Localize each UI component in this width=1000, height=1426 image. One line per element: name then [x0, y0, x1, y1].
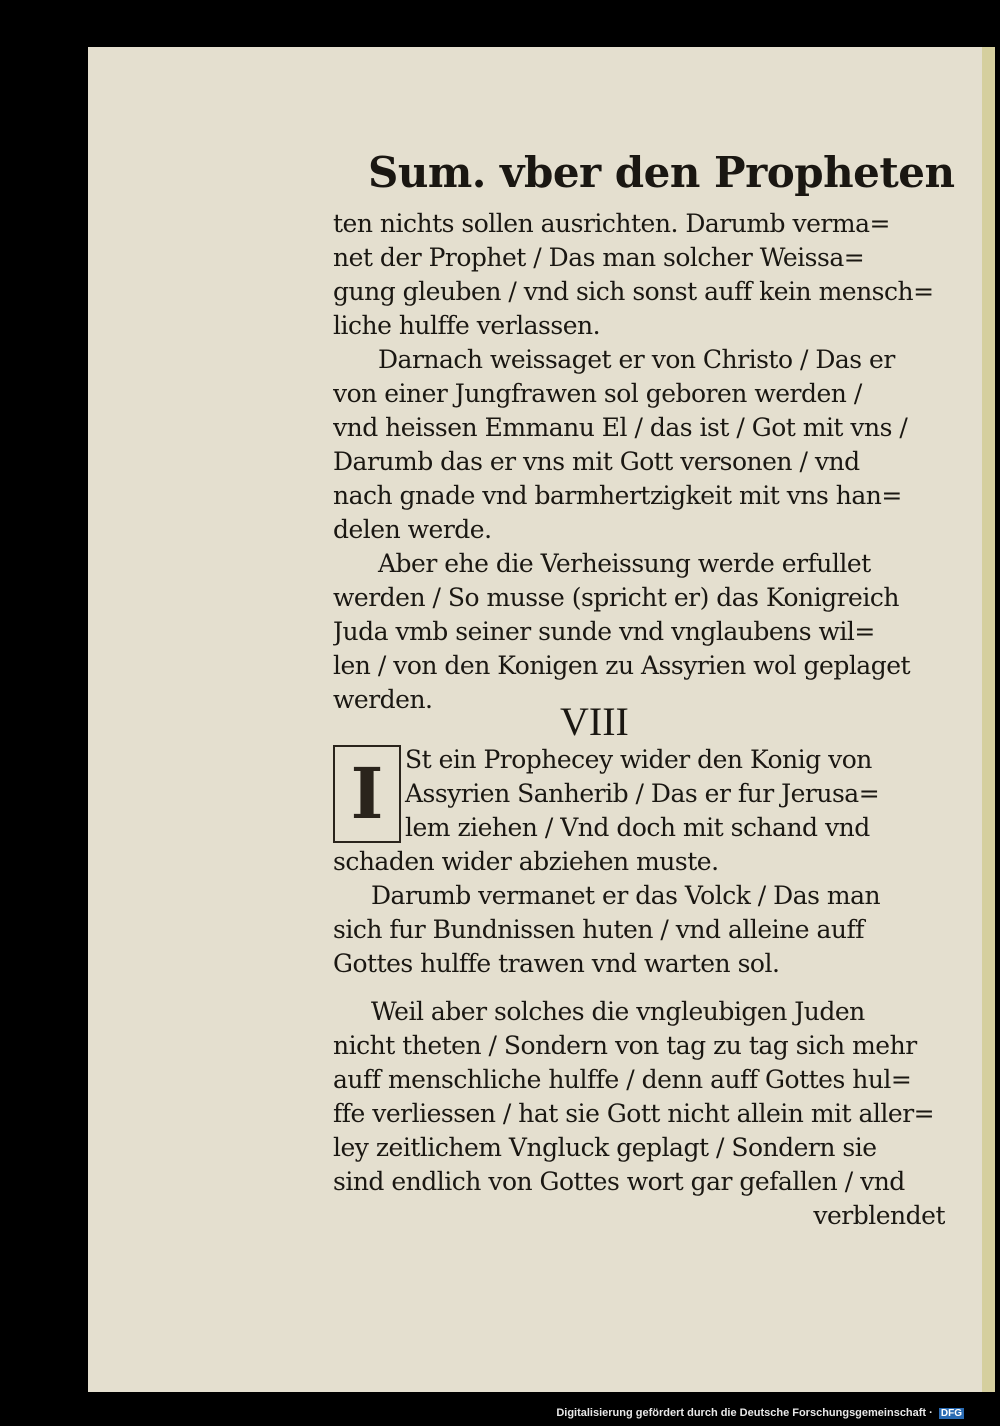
text-line: net der Prophet / Das man solcher Weissa= — [333, 243, 865, 272]
text-block-1 — [333, 207, 945, 717]
decorated-initial: I — [333, 745, 401, 843]
text-line: Darnach weissaget er von Christo / Das er — [378, 345, 895, 374]
text-line: ffe verliessen / hat sie Gott nicht allein mit aller= — [333, 1099, 935, 1128]
text-line: Weil aber solches die vngleubigen Juden — [371, 997, 865, 1026]
footer-credit — [556, 1407, 964, 1419]
footer-text: Digitalisierung gefördert durch die Deutsche Forschungsgemeinschaft · — [556, 1407, 933, 1419]
text-line: ten nichts sollen ausrichten. Darumb verma= — [333, 209, 890, 238]
page-edge — [982, 47, 995, 1392]
text-line: Aber ehe die Verheissung werde erfullet — [378, 549, 871, 578]
text-line: St ein Prophecey wider den Konig von — [405, 745, 872, 774]
section-numeral: VIII — [560, 699, 629, 744]
text-line: Assyrien Sanherib / Das er fur Jerusa= — [405, 779, 880, 808]
text-line: sich fur Bundnissen huten / vnd alleine auff — [333, 915, 864, 944]
page-heading: Sum. vber den Propheten — [368, 148, 955, 197]
text-line: lem ziehen / Vnd doch mit schand vnd — [405, 813, 870, 842]
text-line: gung gleuben / vnd sich sonst auff kein mensch= — [333, 277, 934, 306]
text-line: delen werde. — [333, 515, 492, 544]
text-block-2 — [333, 743, 945, 1233]
text-line: sind endlich von Gottes wort gar gefallen / vnd — [333, 1167, 905, 1196]
text-line: Gottes hulffe trawen vnd warten sol. — [333, 949, 780, 978]
text-line: nicht theten / Sondern von tag zu tag sich mehr — [333, 1031, 917, 1060]
text-line: ley zeitlichem Vngluck geplagt / Sondern sie — [333, 1133, 877, 1162]
text-line: werden. — [333, 685, 433, 714]
text-line: Darumb das er vns mit Gott versonen / vnd — [333, 447, 860, 476]
text-line: schaden wider abziehen muste. — [333, 847, 719, 876]
dfg-logo: DFG — [940, 1408, 962, 1419]
text-line: Darumb vermanet er das Volck / Das man — [371, 881, 881, 910]
text-line: von einer Jungfrawen sol geboren werden / — [333, 379, 862, 408]
text-line: vnd heissen Emmanu El / das ist / Got mit vns / — [333, 413, 908, 442]
text-line: werden / So musse (spricht er) das Konigreich — [333, 583, 899, 612]
text-line: auff menschliche hulffe / denn auff Gottes hul= — [333, 1065, 912, 1094]
text-line: nach gnade vnd barmhertzigkeit mit vns han= — [333, 481, 902, 510]
text-line: verblendet — [813, 1201, 945, 1230]
text-line: Juda vmb seiner sunde vnd vnglaubens wil= — [333, 617, 875, 646]
text-line: liche hulffe verlassen. — [333, 311, 601, 340]
text-line: len / von den Konigen zu Assyrien wol geplaget — [333, 651, 911, 680]
